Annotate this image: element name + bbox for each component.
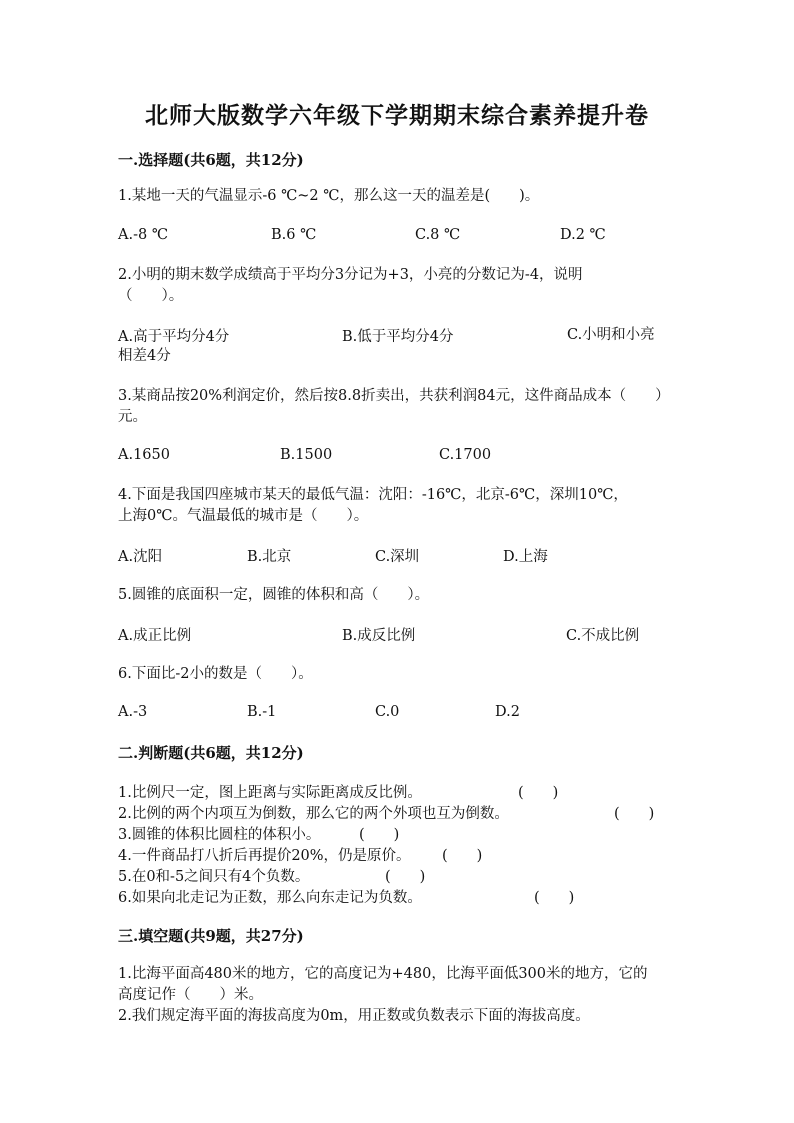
judge-item-5-paren: ( ) <box>385 869 426 885</box>
q2-option-c: C.小明和小亮相差4分 <box>118 327 655 364</box>
question-1: 1.某地一天的气温显示-6 ℃~2 ℃，那么这一天的温差是( )。 <box>118 188 540 204</box>
judge-item-2: 2.比例的两个内项互为倒数，那么它的两个外项也互为倒数。 <box>118 806 509 822</box>
fill-question-2: 2.我们规定海平面的海拔高度为0m，用正数或负数表示下面的海拔高度。 <box>118 1008 590 1024</box>
q3-option-a: A.1650 <box>118 447 170 463</box>
q2-option-b: B.低于平均分4分 <box>342 329 454 345</box>
judge-item-4: 4.一件商品打八折后再提价20%，仍是原价。 <box>118 848 411 864</box>
judge-item-6-paren: ( ) <box>534 890 575 906</box>
q6-option-c: C.0 <box>375 704 400 720</box>
fill-question-1: 1.比海平面高480米的地方，它的高度记为+480，比海平面低300米的地方，它的高度记作（ ）米。 <box>118 966 648 1003</box>
q6-option-a: A.-3 <box>118 704 148 720</box>
judge-item-2-paren: ( ) <box>614 806 655 822</box>
q1-option-b: B.6 ℃ <box>271 227 317 243</box>
q2-option-a: A.高于平均分4分 <box>118 329 230 345</box>
q1-option-d: D.2 ℃ <box>560 227 606 243</box>
judge-item-5: 5.在0和-5之间只有4个负数。 <box>118 869 310 885</box>
question-2: 2.小明的期末数学成绩高于平均分3分记为+3，小亮的分数记为-4，说明（ ）。 <box>118 267 583 304</box>
judge-item-4-paren: ( ) <box>442 848 483 864</box>
q6-option-b: B.-1 <box>247 704 277 720</box>
page-title: 北师大版数学六年级下学期期末综合素养提升卷 <box>145 102 649 129</box>
question-3: 3.某商品按20%利润定价，然后按8.8折卖出，共获利润84元，这件商品成本（ ）元。 <box>118 388 670 425</box>
judge-item-6: 6.如果向北走记为正数，那么向东走记为负数。 <box>118 890 422 906</box>
q6-option-d: D.2 <box>495 704 520 720</box>
question-5: 5.圆锥的底面积一定，圆锥的体积和高（ ）。 <box>118 587 430 603</box>
section-heading-fill: 三.填空题(共9题，共27分) <box>118 927 304 945</box>
q4-option-c: C.深圳 <box>375 549 420 565</box>
q4-option-a: A.沈阳 <box>118 549 163 565</box>
q5-option-b: B.成反比例 <box>342 628 416 644</box>
q3-option-b: B.1500 <box>280 447 333 463</box>
question-6: 6.下面比-2小的数是（ ）。 <box>118 666 313 682</box>
judge-item-3-paren: ( ) <box>359 827 400 843</box>
q3-option-c: C.1700 <box>439 447 492 463</box>
judge-item-1: 1.比例尺一定，图上距离与实际距离成反比例。 <box>118 785 422 801</box>
question-4: 4.下面是我国四座城市某天的最低气温：沈阳：-16℃，北京-6℃，深圳10℃，上海0℃。气温最低的城市是（ ）。 <box>118 487 628 524</box>
section-heading-choice: 一.选择题(共6题，共12分) <box>118 151 304 169</box>
q1-option-a: A.-8 ℃ <box>118 227 169 243</box>
judge-item-1-paren: ( ) <box>518 785 559 801</box>
q4-option-b: B.北京 <box>247 549 292 565</box>
section-heading-judge: 二.判断题(共6题，共12分) <box>118 744 304 762</box>
q5-option-a: A.成正比例 <box>118 628 192 644</box>
q4-option-d: D.上海 <box>503 549 548 565</box>
judge-item-3: 3.圆锥的体积比圆柱的体积小。 <box>118 827 321 843</box>
q5-option-c: C.不成比例 <box>566 628 640 644</box>
q1-option-c: C.8 ℃ <box>415 227 461 243</box>
